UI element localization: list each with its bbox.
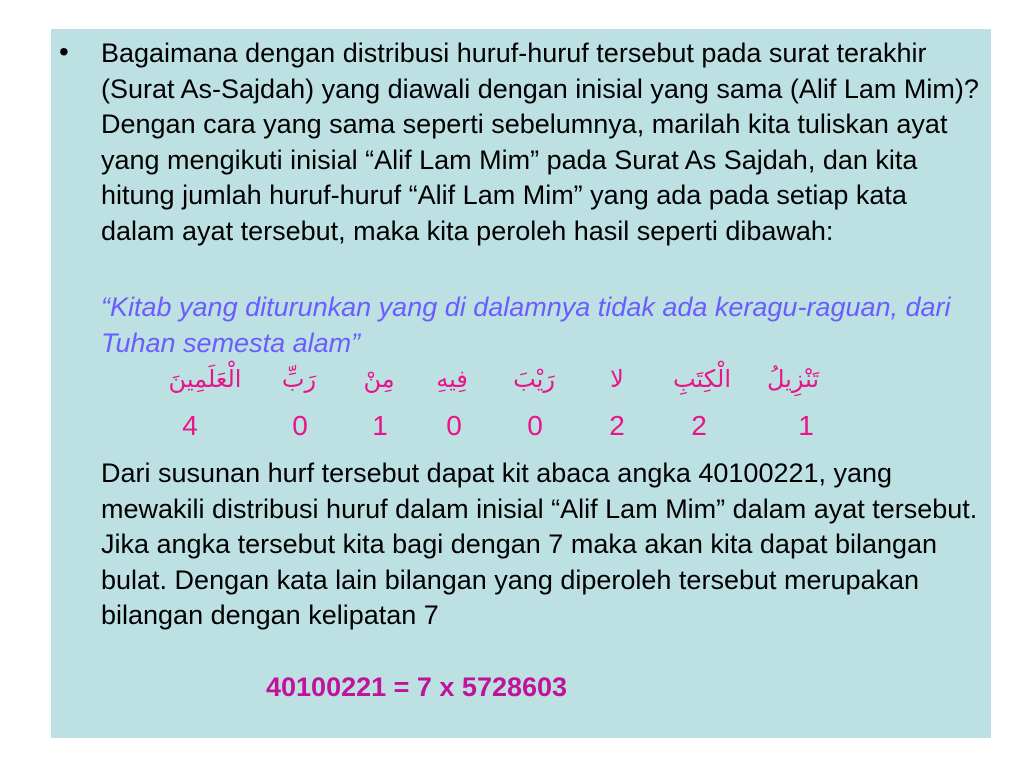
verse-translation-quote: “Kitab yang diturunkan yang di dalamnya tidak ada keragu-raguan, dari Tuhan semesta alam” [101,292,951,358]
arabic-word: لا [610,365,624,393]
letter-count: 0 [527,410,543,441]
intro-paragraph: Bagaimana dengan distribusi huruf-huruf tersebut pada surat terakhir (Surat As-Sajdah) yang diawali dengan inisial yang sama (Alif Lam Mim)? Dengan cara yang sama seperti sebelumnya, marilah kita tuliskan ayat yang mengikuti inisial “Alif Lam Mim” pada Surat As Sajdah, dan kita hitung jumlah huruf-huruf “Alif Lam Mim” yang ada pada setiap kata dalam ayat tersebut, maka kita peroleh hasil seperti dibawah: [101,38,979,246]
letter-count: 2 [691,410,707,441]
arabic-verse-row [0,365,1024,405]
letter-count: 0 [292,410,308,441]
arabic-word: فِيهِ [436,365,468,393]
conclusion-paragraph: Dari susunan hurf tersebut dapat kit abaca angka 40100221, yang mewakili distribusi huruf dalam inisial “Alif Lam Mim” dalam ayat tersebut. Jika angka tersebut kita bagi dengan 7 maka akan kita dapat bilangan bulat. Dengan kata lain bilangan yang diperoleh tersebut merupakan bilangan dengan kelipatan 7 [101,458,978,630]
arabic-word: تَنْزِيلُ [766,365,820,393]
letter-count: 1 [372,410,388,441]
equation: 40100221 = 7 x 5728603 [266,672,568,702]
letter-count: 0 [446,410,462,441]
arabic-word: رَبِّ [281,365,317,393]
letter-count: 2 [609,410,625,441]
bullet-point: • [59,36,69,67]
arabic-word: مِنْ [363,365,395,393]
letter-count-row [0,410,1024,450]
arabic-word: رَيْبَ [513,365,555,393]
arabic-word: الْعَلَمِينَ [168,365,242,393]
letter-count: 4 [182,410,198,441]
letter-count: 1 [798,410,814,441]
arabic-word: الْكِتَبِ [672,365,732,393]
